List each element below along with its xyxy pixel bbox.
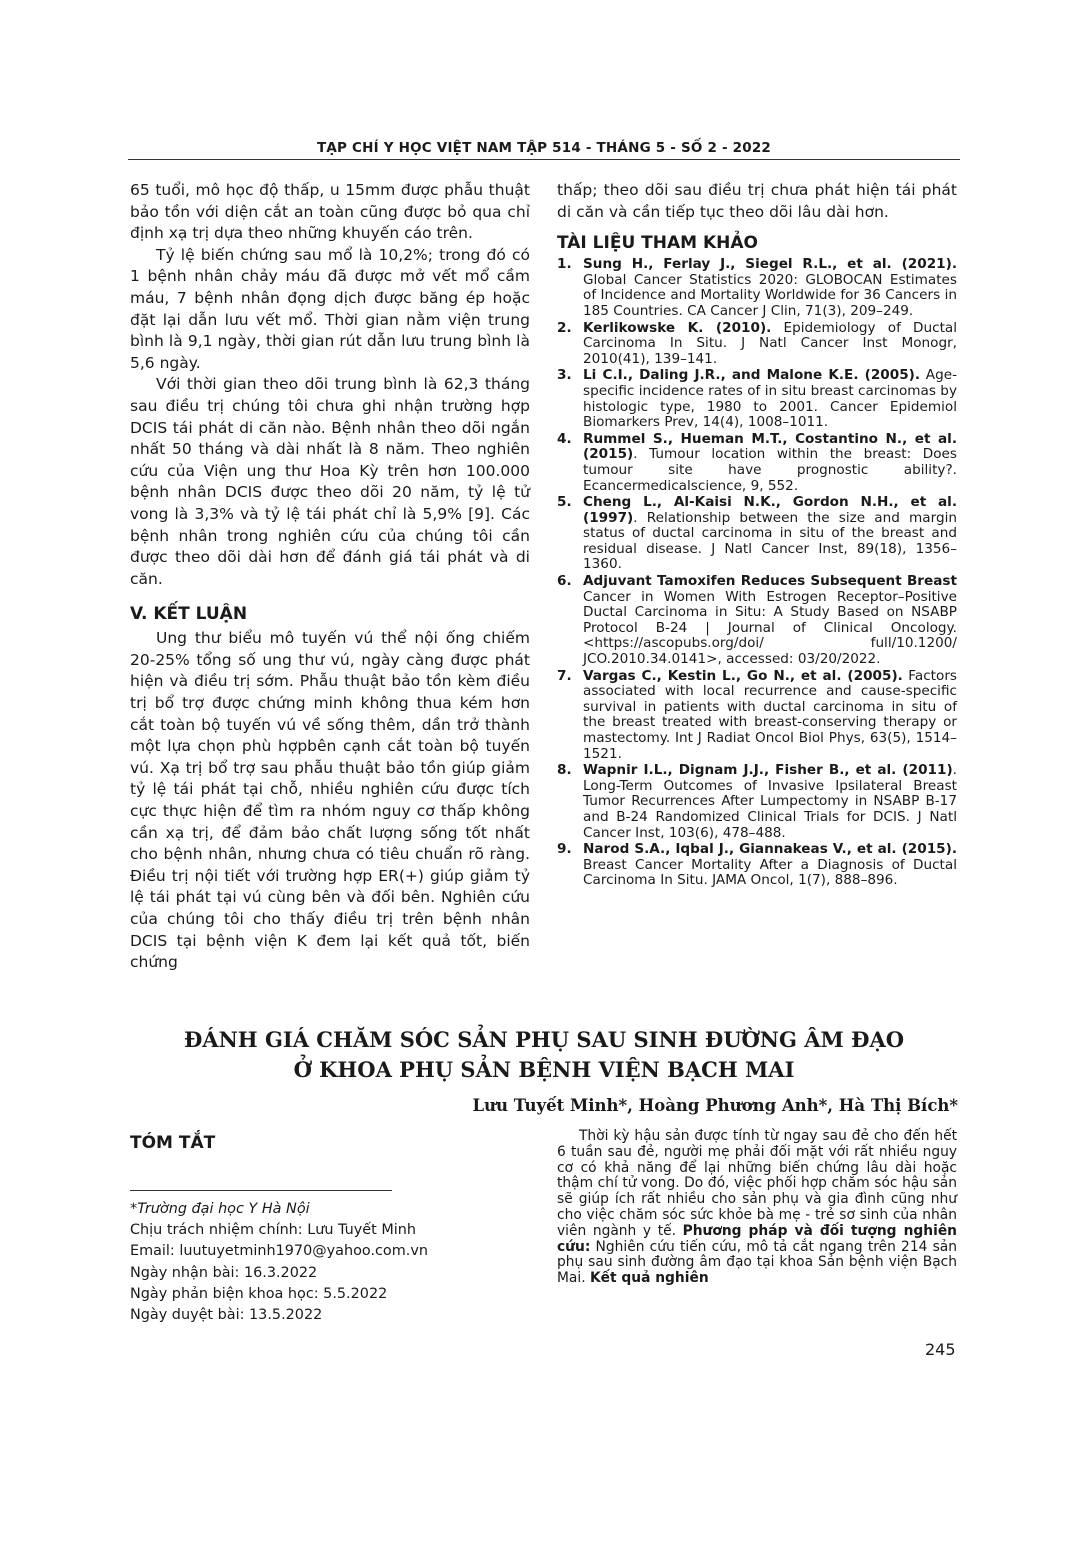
article-title-line-1: ĐÁNH GIÁ CHĂM SÓC SẢN PHỤ SAU SINH ĐƯỜNG ÂM ĐẠO xyxy=(183,1027,905,1052)
footnote-responsible: Chịu trách nhiệm chính: Lưu Tuyết Minh xyxy=(130,1222,417,1239)
reference-item: 3. Li C.I., Daling J.R., and Malone K.E. (2005). Age-specific incidence rates of in situ breast carcinomas by histologic type, 1980 to 2001. Cancer Epidemiol Biomarkers Prev, 14(4), 1008–1011. xyxy=(557,367,957,431)
reference-item: 6. Adjuvant Tamoxifen Reduces Subsequent Breast Cancer in Women With Estrogen Receptor–Positive Ductal Carcinoma in Situ: A Study Based on NSABP Protocol B-24 | Journal of Clinical Oncology. <https://ascopubs.org/doi/ full/10.1200/ JCO.2010.34.0141>, accessed: 03/20/2022. xyxy=(557,573,957,668)
article-authors: Lưu Tuyết Minh*, Hoàng Phương Anh*, Hà Thị Bích* xyxy=(472,1096,958,1115)
reference-item: 9. Narod S.A., Iqbal J., Giannakeas V., et al. (2015). Breast Cancer Mortality After a Diagnosis of Ductal Carcinoma In Situ. JAMA Oncol, 1(7), 888–896. xyxy=(557,841,957,889)
reference-item: 4. Rummel S., Hueman M.T., Costantino N., et al. (2015). Tumour location within the breast: Does tumour site have prognostic ability?. Ecancermedicalscience, 9, 552. xyxy=(557,430,957,494)
footnote-affiliation: *Trường đại học Y Hà Nội xyxy=(130,1201,310,1217)
reference-item: 7. Vargas C., Kestin L., Go N., et al. (2005). Factors associated with local recurrence and cause-specific survival in patients with ductal carcinoma in situ of the breast treated with breast-conserving therapy or mastectomy. Int J Radiat Oncol Biol Phys, 63(5), 1514–1521. xyxy=(557,667,957,762)
references-title: TÀI LIỆU THAM KHẢO xyxy=(557,233,758,254)
right-paragraph-1: thấp; theo dõi sau điều trị chưa phát hiện tái phát di căn và cần tiếp tục theo dõi lâu dài hơn. xyxy=(557,181,957,221)
footnote-email: Email: luutuyetminh1970@yahoo.com.vn xyxy=(130,1243,428,1260)
footnote xyxy=(130,1199,530,1326)
journal-header: TẠP CHÍ Y HỌC VIỆT NAM TẬP 514 - THÁNG 5 - SỐ 2 - 2022 xyxy=(316,140,772,156)
article-title xyxy=(128,1025,960,1085)
left-paragraph-3: Với thời gian theo dõi trung bình là 62,3 tháng sau điều trị chúng tôi chưa ghi nhận trường hợp DCIS tái phát di căn nào. Bệnh nhân theo dõi ngắn nhất 50 tháng và dài nhất là 8 năm. Theo nghiên cứu của Viện ung thư Hoa Kỳ trên hơn 100.000 bệnh nhân DCIS được theo dõi 20 năm, tỷ lệ tử vong là 3,3% và tỷ lệ tái phát chỉ là 5,9% [9]. Các bệnh nhân trong nghiên cứu của chúng tôi cần được theo dõi dài hơn để đánh giá tái phát và di căn. xyxy=(130,375,530,588)
left-paragraph-2: Tỷ lệ biến chứng sau mổ là 10,2%; trong đó có 1 bệnh nhân chảy máu đã được mở vết mổ cầm máu, 7 bệnh nhân đọng dịch được băng ép hoặc đặt lại dẫn lưu vết mổ. Thời gian nằm viện trung bình là 9,1 ngày, thời gian rút dẫn lưu trung bình là 5,6 ngày. xyxy=(130,245,530,372)
reference-item: 1. Sung H., Ferlay J., Siegel R.L., et al. (2021). Global Cancer Statistics 2020: GLOBOCAN Estimates of Incidence and Mortality Worldwide for 36 Cancers in 185 Countries. CA Cancer J Clin, 71(3), 209–249. xyxy=(557,256,957,319)
footnote-rule xyxy=(130,1190,392,1191)
left-paragraph-1: 65 tuổi, mô học độ thấp, u 15mm được phẫu thuật bảo tồn với diện cắt an toàn cũng được bỏ qua chỉ định xạ trị dựa theo những khuyến cáo trên. xyxy=(130,181,530,243)
reference-item: 5. Cheng L., Al-Kaisi N.K., Gordon N.H., et al. (1997). Relationship between the size and margin status of ductal carcinoma in situ of the breast and residual disease. J Natl Cancer Inst, 89(18), 1356–1360. xyxy=(557,494,957,573)
footnote-received: Ngày nhận bài: 16.3.2022 xyxy=(130,1264,318,1281)
footnote-accepted: Ngày duyệt bài: 13.5.2022 xyxy=(130,1307,323,1324)
abstract-text: Thời kỳ hậu sản được tính từ ngay sau đẻ cho đến hết 6 tuần sau đẻ, người mẹ phải đối mặt với rất nhiều nguy cơ có khả năng để lại những biến chứng lâu dài hoặc thậm chí tử vong. Do đó, việc phối hợp chăm sóc hậu sản sẽ giúp ích rất nhiều cho sản phụ và gia đình cũng như cho việc chăm sóc sức khỏe bà mẹ - trẻ sơ sinh của nhân viên ngành y tế. Phương pháp và đối tượng nghiên cứu: Nghiên cứu tiến cứu, mô tả cắt ngang trên 214 sản phụ sau sinh đường âm đạo tại khoa Sản bệnh viện Bạch Mai. Kết quả nghiên xyxy=(557,1128,957,1287)
abstract-heading: TÓM TẮT xyxy=(130,1133,216,1153)
reference-item: 8. Wapnir I.L., Dignam J.J., Fisher B., et al. (2011). Long-Term Outcomes of Invasive Ipsilateral Breast Tumor Recurrences After Lumpectomy in NSABP B-17 and B-24 Randomized Clinical Trials for DCIS. J Natl Cancer Inst, 103(6), 478–488. xyxy=(557,762,957,841)
header-rule xyxy=(128,159,960,160)
left-paragraph-4: Ung thư biểu mô tuyến vú thể nội ống chiếm 20-25% tổng số ung thư vú, ngày càng được phát hiện và điều trị sớm. Phẫu thuật bảo tồn kèm điều trị bổ trợ được chứng minh không thua kém hơn cắt toàn bộ tuyến vú về sống thêm, dần trở thành một lựa chọn phù hợpbên cạnh cắt toàn bộ tuyến vú. Xạ trị bổ trợ sau phẫu thuật bảo tồn giúp giảm tỷ lệ tái phát tại chỗ, nhiều nghiên cứu được tích cực thực hiện để tìm ra nhóm nguy cơ thấp không cần xạ trị, để đảm bảo chất lượng sống tốt nhất cho bệnh nhân, nhưng chưa có tiêu chuẩn rõ ràng. Điều trị nội tiết với trường hợp ER(+) giúp giảm tỷ lệ tái phát tại vú cùng bên và đối bên. Nghiên cứu của chúng tôi cho thấy điều trị trên bệnh nhân DCIS tại bệnh viện K đem lại kết quả tốt, biến chứng xyxy=(130,629,530,972)
page-number: 245 xyxy=(925,1340,956,1359)
reference-list xyxy=(557,257,957,889)
article-title-line-2: Ở KHOA PHỤ SẢN BỆNH VIỆN BẠCH MAI xyxy=(293,1057,795,1082)
reference-item: 2. Kerlikowske K. (2010). Epidemiology of Ductal Carcinoma In Situ. J Natl Cancer Inst Monogr, 2010(41), 139–141. xyxy=(557,319,958,367)
footnote-reviewed: Ngày phản biện khoa học: 5.5.2022 xyxy=(130,1285,388,1302)
right-column xyxy=(557,180,957,890)
section-title-conclusion: V. KẾT LUẬN xyxy=(130,604,248,625)
left-column xyxy=(130,180,530,974)
